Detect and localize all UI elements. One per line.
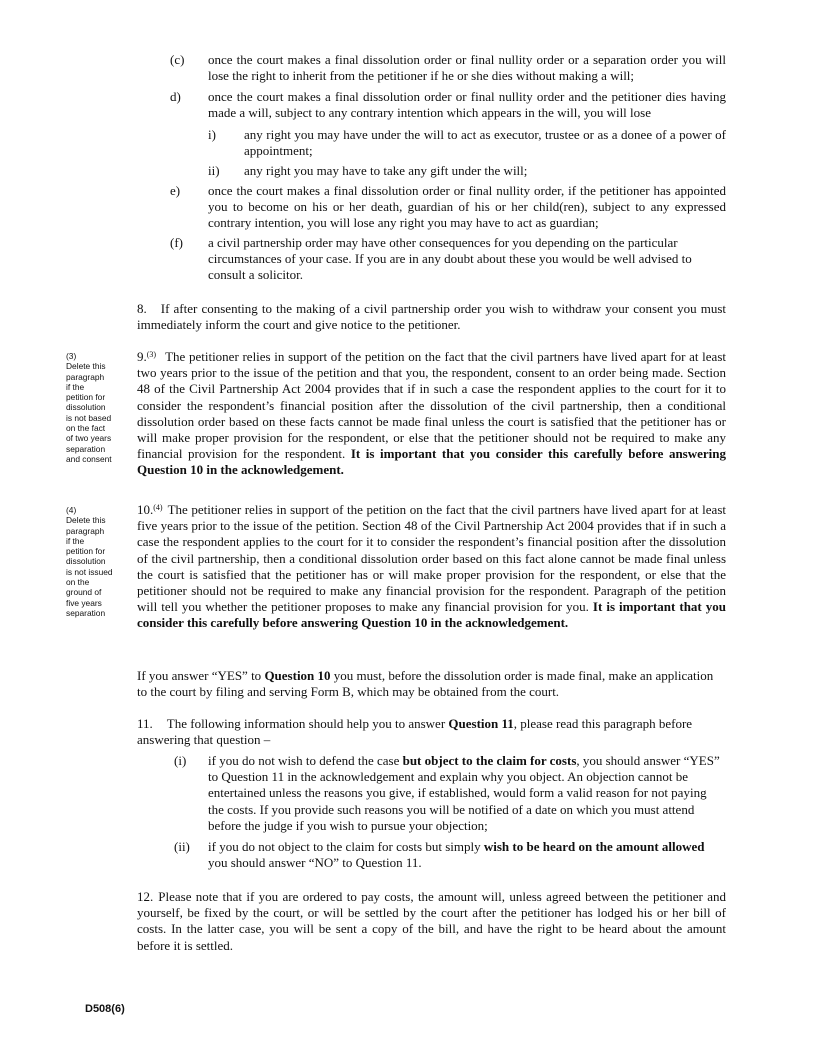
list-item-e <box>170 183 726 232</box>
note-line: paragraph <box>66 371 105 382</box>
list-label: (ii) <box>174 839 190 854</box>
list-text-part: if you do not wish to defend the case <box>208 753 400 768</box>
note-line: Delete this <box>66 515 106 526</box>
list-label: (f) <box>170 235 183 250</box>
note-line: of two years <box>66 433 112 444</box>
note-line: ground of <box>66 587 102 598</box>
list-item-f <box>170 235 726 284</box>
note-line: (3) <box>66 351 77 361</box>
paragraph-text: you must, before the dissolution order is made final, make an application to the court by filing and serving Form B, which may be obtained from the court. <box>137 668 714 700</box>
list-text-emphasis: wish to be heard on the amount allowed <box>483 839 705 854</box>
list-item-d-i <box>208 127 726 159</box>
form-code: D508(6) <box>85 1003 125 1015</box>
paragraph-text: The petitioner relies in support of the petition on the fact that the civil partners have lived apart for at least two years prior to the issue of the petition and that you, the respondent, consent to an order being made. Section 48 of the Civil Partnership Act 2004 provides that if in such a case the respondent applies to the court for it to consider the respondent’s financial position after the dissolution of the civil partnership, then a conditional dissolution order based on these facts cannot be made final unless the court is satisfied that the petitioner has or will make proper provision for the respondent, or else that the petitioner should not be required to make any financial provision for the respondent. <box>137 349 726 462</box>
list-label: ii) <box>208 163 220 178</box>
note-line: dissolution <box>66 402 106 413</box>
paragraph-yes-answer <box>137 668 726 700</box>
note-line: on the <box>66 577 90 588</box>
paragraph-number: 9. <box>137 349 147 364</box>
paragraph-text: Please note that if you are ordered to pay costs, the amount will, unless agreed between the petitioner and yourself, be fixed by the court, or will be settled by the court after the petitioner has lodged his or her bill of costs. In the latter case, you will be sent a copy of the bill, and have the right to be heard about the amount before it is settled. <box>137 889 726 953</box>
paragraph-text: The petitioner relies in support of the petition on the fact that the civil partners have lived apart for at least five years prior to the issue of the petition. Section 48 of the Civil Partnership Act 2004 provides that if in such a case the respondent applies to the court for it to consider the respondent’s financial position after the dissolution of the civil partnership, then a conditional dissolution order based on this fact alone cannot be made final unless the court is satisfied that the petitioner has or will make proper provision for the respondent, or else that the petitioner should not be required to make any financial provision for the respondent. Paragraph of the petition will tell you whether the petitioner proposes to make any financial provision for you. <box>137 502 726 615</box>
list-item-11-i <box>174 753 722 834</box>
note-line: and consent <box>66 453 112 464</box>
list-text <box>208 753 722 834</box>
note-line: (4) <box>66 505 77 515</box>
note-line: separation <box>66 443 106 454</box>
note-line: if the <box>66 535 85 546</box>
list-item-11-ii <box>174 839 722 871</box>
note-line: petition for <box>66 392 106 403</box>
note-line: is not issued <box>66 566 113 577</box>
list-text-part: if you do not object to the claim for costs but simply <box>208 839 481 854</box>
list-label: e) <box>170 183 181 198</box>
paragraph-text: The following information should help you to answer <box>166 716 446 731</box>
paragraph-12 <box>137 889 726 954</box>
paragraph-text: , please read this paragraph before answering that question – <box>137 716 693 748</box>
note-line: is not based <box>66 412 112 423</box>
note-line: separation <box>66 607 106 618</box>
note-line: Delete this <box>66 361 106 372</box>
paragraph-emphasis: It is important that you consider this carefully before answering Question 10 in the acknowledgement. <box>137 446 726 478</box>
paragraph-8 <box>137 301 726 333</box>
paragraph-number: 12. <box>137 889 154 904</box>
list-text-emphasis: but object to the claim for costs <box>402 753 577 768</box>
paragraph-10 <box>137 502 726 632</box>
note-line: five years <box>66 597 102 608</box>
paragraph-emphasis: Question 11 <box>448 716 514 731</box>
paragraph-emphasis: Question 10 <box>264 668 331 683</box>
footnote-ref: (4) <box>153 503 163 512</box>
list-item-d <box>170 89 726 121</box>
note-line: if the <box>66 381 85 392</box>
list-text: once the court makes a final dissolution order or final nullity order, if the petitioner has appointed you to become on his or her death, guardian of his or her child(ren), subject to any expressed contrary intention, you will lose any right you may have to act as guardian; <box>208 183 726 231</box>
paragraph-11 <box>137 716 726 748</box>
list-text <box>208 839 722 871</box>
list-label: (i) <box>174 753 187 768</box>
list-label: d) <box>170 89 181 104</box>
paragraph-text: If after consenting to the making of a civil partnership order you wish to withdraw your consent you must immediately inform the court and give notice to the petitioner. <box>137 301 726 333</box>
margin-note-4 <box>66 505 126 618</box>
list-item-c <box>170 52 726 84</box>
note-line: petition for <box>66 546 106 557</box>
note-line: dissolution <box>66 556 106 567</box>
list-text-part: , you should answer “YES” to Question 11 in the acknowledgement and explain why you object. An objection cannot be entertained unless the reasons you give, if established, would form a valid reason for not paying the costs. If you provide such reasons you will be notified of a date on which you must attend before the judge if you wish to pursue your objection; <box>208 753 720 833</box>
list-text: once the court makes a final dissolution order or final nullity order or a separation order you will lose the right to inherit from the petitioner if he or she dies without making a will; <box>208 52 726 84</box>
paragraph-emphasis: It is important that you consider this carefully before answering Question 10 in the acknowledgement. <box>137 599 727 631</box>
list-item-d-ii <box>208 163 726 179</box>
list-text: any right you may have to take any gift under the will; <box>244 163 528 178</box>
list-text: a civil partnership order may have other consequences for you depending on the particular circumstances of your case. If you are in any doubt about these you would be well advised to consult a solicitor. <box>208 235 692 283</box>
paragraph-9 <box>137 349 726 479</box>
list-label: i) <box>208 127 216 142</box>
footnote-ref: (3) <box>146 350 157 359</box>
list-text: once the court makes a final dissolution order or final nullity order and the petitioner dies having made a will, subject to any contrary intention which appears in the will, you will lose <box>208 89 726 121</box>
margin-note-3 <box>66 351 126 464</box>
list-text-part: you should answer “NO” to Question 11. <box>208 855 422 871</box>
paragraph-number: 10. <box>137 502 154 517</box>
list-text: any right you may have under the will to act as executor, trustee or as a donee of a power of appointment; <box>244 127 726 159</box>
note-line: paragraph <box>66 525 105 536</box>
paragraph-number: 8. <box>137 301 147 316</box>
list-label: (c) <box>170 52 185 67</box>
paragraph-text: If you answer “YES” to <box>137 668 262 683</box>
paragraph-number: 11. <box>137 716 153 731</box>
note-line: on the fact <box>66 423 106 434</box>
